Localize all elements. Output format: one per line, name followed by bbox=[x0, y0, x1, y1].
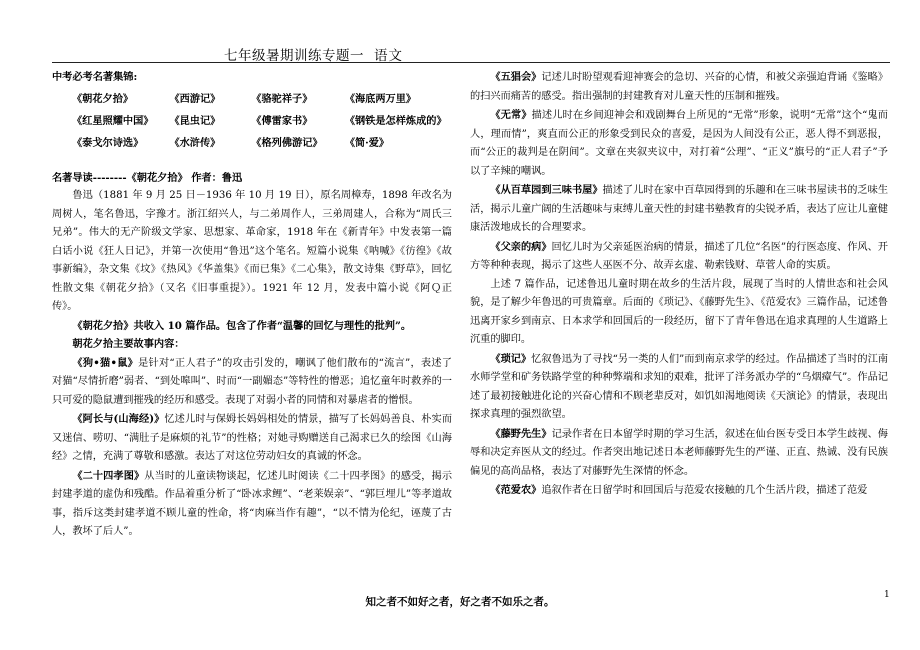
story-paragraph bbox=[470, 350, 888, 425]
story-paragraph bbox=[52, 467, 452, 542]
book-title: 《泰戈尔诗选》 bbox=[72, 137, 144, 150]
page-header bbox=[52, 44, 890, 63]
story-text: 忆叙鲁迅为了寻找“另一类的人们”而到南京求学的经过。作品描述了当时的江南水师学堂和矿务铁路学堂的种种弊端和求知的艰难，批评了洋务派办学的“乌烟瘴气”。作品记述了最初接触进化论的兴奋心情和不顾老辈反对，如饥如渴地阅读《天演论》的情景，表现出探求真理的强烈欲望。 bbox=[470, 353, 889, 420]
story-title: 《父亲的病》 bbox=[490, 240, 552, 253]
story-text: 是针对“正人君子”的攻击引发的，嘲讽了他们散布的“流言”，表述了对猫“尽情折磨”弱者、“到处嗥叫”、时而“一副媚态”等特性的憎恶；追忆童年时救养的一只可爱的隐鼠遭到摧残的经历和感受。表现了对弱小者的同情和对暴虐者的憎恨。 bbox=[52, 357, 452, 406]
story-paragraph bbox=[470, 481, 888, 501]
book-title: 《格列佛游记》 bbox=[251, 137, 323, 150]
book-list bbox=[52, 89, 452, 155]
book-title: 《海底两万里》 bbox=[344, 93, 417, 106]
book-title: 《红星照耀中国》 bbox=[72, 115, 154, 128]
story-title: 《无常》 bbox=[490, 109, 532, 121]
contents-heading: 朝花夕拾主要故事内容： bbox=[72, 338, 185, 350]
footer-motto: 知之者不如好之者，好之者不如乐之者。 bbox=[365, 596, 555, 608]
story-title: 《二十四孝图》 bbox=[72, 469, 145, 482]
story-paragraph bbox=[470, 181, 888, 238]
story-title: 《藤野先生》 bbox=[490, 427, 552, 440]
book-title: 《水浒传》 bbox=[169, 137, 221, 150]
story-paragraph bbox=[52, 354, 452, 411]
summary-text: 上述 7 篇作品，记述鲁迅儿童时期在故乡的生活片段，展现了当时的人情世态和社会风貌，是了解少年鲁迅的可贵篇章。后面的《琐记》、《藤野先生》、《范爱农》三篇作品，记述鲁迅离开家乡到南京、日本求学和回国后的一段经历，留下了青年鲁迅在追求真理的人生道路上沉重的脚印。 bbox=[470, 278, 888, 345]
story-paragraph bbox=[470, 425, 888, 482]
book-title: 《昆虫记》 bbox=[169, 115, 221, 128]
book-title: 《傅雷家书》 bbox=[251, 115, 313, 128]
story-title: 《范爱农》 bbox=[490, 484, 542, 496]
story-title: 《琐记》 bbox=[490, 352, 532, 365]
collection-intro: 《朝花夕拾》共收入 10 篇作品。包含了作者“温馨的回忆与理性的批判”。 bbox=[72, 319, 412, 332]
book-title: 《钢铁是怎样炼成的》 bbox=[344, 115, 447, 128]
story-title: 《狗•猫•鼠》 bbox=[72, 356, 139, 369]
author-bio: 鲁迅（1881 年 9 月 25 日－1936 年 10 月 19 日），原名周樟寿，1898 年改名为周树人，笔名鲁迅，字豫才。浙江绍兴人，与二弟周作人，三弟周建人，合称为“周氏三兄弟”。伟大的无产阶级文学家、思想家、革命家，1918 年在《新青年》中发表第一篇白话小说《狂人日记》，并第一次使用“鲁迅”这个笔名。短篇小说集《呐喊》《彷徨》《故事新编》，杂文集《坟》《热风》《华盖集》《而已集》《二心集》，散文诗集《野草》，回忆性散文集《朝花夕拾》（又名《旧事重提》）。1921 年 12 月，发表中篇小说《阿Ｑ正传》。 bbox=[52, 190, 452, 312]
book-title: 《朝花夕拾》 bbox=[72, 93, 134, 106]
guide-heading: 名著导读--------《朝花夕拾》 作者：鲁迅 bbox=[52, 171, 243, 184]
story-paragraph bbox=[470, 238, 888, 276]
story-title: 《从百草园到三味书屋》 bbox=[490, 184, 603, 196]
story-text: 追叙作者在日留学时和回国后与范爱农接触的几个生活片段，描述了范爱 bbox=[541, 485, 868, 496]
story-text: 回忆儿时为父亲延医治病的情景，描述了几位“名医”的行医态度、作风、开方等种种表现，揭示了这些人巫医不分、故弄玄虚、勒索钱财、草菅人命的实质。 bbox=[470, 241, 888, 271]
story-text: 从当时的儿童读物谈起，忆述儿时阅读《二十四孝图》的感受，揭示封建孝道的虚伪和残酷。作品着重分析了“卧冰求鲤”、“老莱娱亲”、“郭巨埋儿”等孝道故事，指斥这类封建孝道不顾儿童的性命，将“肉麻当作有趣”，“以不情为伦纪，诬蔑了古人，教坏了后人”。 bbox=[52, 470, 453, 537]
story-text: 记述儿时盼望观看迎神赛会的急切、兴奋的心情，和被父亲强迫背诵《鉴略》的扫兴而痛苦的感受。指出强制的封建教育对儿童天性的压制和摧残。 bbox=[470, 72, 889, 102]
story-paragraph bbox=[52, 410, 452, 467]
story-text: 描述了儿时在家中百草园得到的乐趣和在三味书屋读书的乏味生活，揭示儿童广阔的生活趣味与束缚儿童天性的封建书塾教育的尖锐矛盾，表达了应让儿童健康活泼地成长的合理要求。 bbox=[470, 185, 889, 233]
book-title: 《骆驼祥子》 bbox=[251, 93, 313, 106]
header-title: 七年级暑期训练专题一 bbox=[224, 48, 364, 64]
summary-paragraph bbox=[470, 276, 888, 350]
story-title: 《五猖会》 bbox=[490, 71, 542, 83]
story-text: 描述儿时在乡间迎神会和戏剧舞台上所见的“无常”形象，说明“无常”这个“鬼而人，理而情”，爽直而公正的形象受到民众的喜爱，是因为人间没有公正，恶人得不到恶报，而“公正的裁判是在阴间”。文章在夹叙夹议中，对打着“公理”、“正义”旗号的“正人君子”予以了辛辣的嘲讽。 bbox=[470, 110, 888, 177]
story-title: 《阿长与(山海经)》 bbox=[72, 413, 165, 425]
story-paragraph bbox=[470, 68, 888, 106]
book-row bbox=[52, 111, 452, 133]
story-text: 忆述儿时与保姆长妈妈相处的情景，描写了长妈妈善良、朴实而又迷信、唠叨、“满肚子是麻烦的礼节”的性格；对她寻购赠送自己渴求已久的绘图《山海经》之情，充满了尊敬和感激。表达了对这位劳动妇女的真诚的怀念。 bbox=[52, 414, 453, 462]
header-subject: 语文 bbox=[374, 48, 403, 64]
story-text: 记录作者在日本留学时期的学习生活，叙述在仙台医专受日本学生歧视、侮辱和决定弃医从文的经过。作者突出地记述日本老师藤野先生的严谨、正直、热诚、没有民族偏见的高尚品格，表达了对藤野先生深情的怀念。 bbox=[470, 428, 888, 477]
section-title: 中考必考名著集锦: bbox=[52, 71, 138, 83]
left-column bbox=[52, 68, 452, 542]
book-title: 《西游记》 bbox=[169, 93, 221, 106]
right-column bbox=[470, 68, 888, 501]
page-number: 1 bbox=[884, 590, 890, 600]
book-row bbox=[52, 89, 452, 111]
story-paragraph bbox=[470, 106, 888, 181]
book-row bbox=[52, 133, 452, 155]
book-title: 《简·爱》 bbox=[344, 137, 390, 150]
